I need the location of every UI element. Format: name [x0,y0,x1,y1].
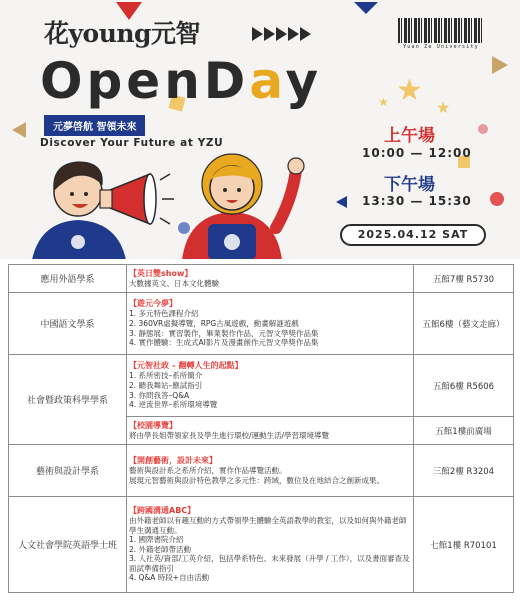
department-cell: 藝術與設計學系 [9,445,127,497]
session-morning-label: 上午場 [384,126,435,146]
event-title [40,52,323,110]
event-title-part1: OpenD [40,52,250,110]
location-cell: 五館6樓 R5606 [414,355,514,417]
activity-line: 大數據英文、日本文化體驗 [129,278,219,288]
location-cell: 五館6樓（藝文走廊） [414,293,514,355]
activity-cell [127,417,414,445]
activity-line: 4. Q&A 時段+自由活動 [129,573,210,583]
event-title-part2: y [285,52,323,110]
activity-cell [127,293,414,355]
location-cell: 五館7樓 R5730 [414,265,514,293]
activity-line: 2. 外籍老師帶活動 [129,544,192,554]
decor-circle-red [490,192,504,206]
activity-cell [127,445,414,497]
decor-triangle-navy-small [336,196,347,208]
table-row [9,497,514,593]
table-row [9,265,514,293]
session-morning-time: 10:00 — 12:00 [362,146,472,160]
activity-line: 1. 系所密技–系所簡介 [129,371,203,381]
table-row [9,293,514,355]
activity-schedule-table [8,264,514,593]
department-cell: 中國語文學系 [9,293,127,355]
brand-logo-text: 花young元智 [44,19,201,48]
activity-line: 4. 逆流世界–系所環境導覽 [129,400,218,410]
event-title-highlight: a [249,52,286,110]
decor-triangle-navy [354,2,378,14]
play-arrows-icon [252,27,311,41]
table-row [9,445,514,497]
location-cell: 五館1樓前廣場 [414,417,514,445]
barcode-caption: Yuan Ze University [403,44,479,50]
event-banner [0,0,520,259]
students-illustration [30,140,320,259]
activity-line: 將由學長姐帶領家長及學生進行環校/運動生活/學習環境導覽 [129,430,330,440]
activity-title: 【元智社政 – 翻轉人生的起點】 [129,361,243,371]
activity-line: 1. 多元特色課程介紹 [129,309,199,319]
decor-star-tiny: ★ [378,95,389,109]
activity-title: 【跨國溝通ABC】 [129,505,196,515]
decor-circle-pink [478,124,488,134]
activity-title: 【遊元今夢】 [129,299,177,309]
event-date: 2025.04.12 SAT [340,224,486,246]
location-cell: 三館2樓 R3204 [414,445,514,497]
megaphone-icon [100,174,174,224]
decor-star-large: ★ [396,73,423,108]
activity-title: 【校園導覽】 [129,420,177,430]
department-cell: 人文社會學院英語學士班 [9,497,127,593]
activity-line: 3. 人社英/資部/工英介紹，包括學系特色、未來發展（升學 / 工作），以及書面審查及面試準備指引 [129,554,410,573]
department-cell: 社會暨政策科學學系 [9,355,127,445]
session-afternoon-label: 下午場 [384,175,435,195]
department-cell: 應用外語學系 [9,265,127,293]
activity-line: 3. 你問我答–Q&A [129,390,190,400]
activity-line: 藝術與設計系之系所介紹，實作作品導覽活動。 [129,465,287,475]
session-afternoon-time: 13:30 — 15:30 [362,194,472,208]
activity-line: 2. 聽我舞站–應試指引 [129,380,203,390]
activity-line: 展現元智藝術與設計特色教學之多元性：跨域，數位及在地結合之創新成果。 [129,475,384,485]
location-cell: 七館1樓 R70101 [414,497,514,593]
boy-figure [32,162,126,259]
activity-line: 2. 360VR虛擬導覽，RPG古風遊戲，動畫解謎遊戲 [129,318,299,328]
event-subtitle: Discover Your Future at YZU [40,137,224,149]
decor-triangle-tan-right [492,56,508,74]
tagline: 元夢啓航 智領未來 [44,115,145,136]
activity-line: 4. 實作體驗：生成式AI影片及漫畫創作元智文學獎作品集 [129,338,319,348]
girl-figure [182,154,304,259]
decor-triangle-tan-left [12,122,26,138]
activity-line: 由外籍老師以有趣互動的方式帶領學生體驗全英語教學的教室，以及如何與外籍老師學生溝通互動。 [129,515,407,535]
barcode-icon [398,18,484,43]
decor-star-small: ★ [436,98,451,117]
activity-cell [127,355,414,417]
activity-line: 1. 國際書院介紹 [129,535,184,545]
activity-line: 3. 靜態展：實習製作，畢業製作作品，元智文學獎作品集 [129,328,319,338]
activity-cell [127,265,414,293]
table-row [9,355,514,417]
activity-title: 【英日雙show】 [129,268,193,278]
activity-cell [127,497,414,593]
activity-title: 【開創藝術，設計未來】 [129,455,217,465]
